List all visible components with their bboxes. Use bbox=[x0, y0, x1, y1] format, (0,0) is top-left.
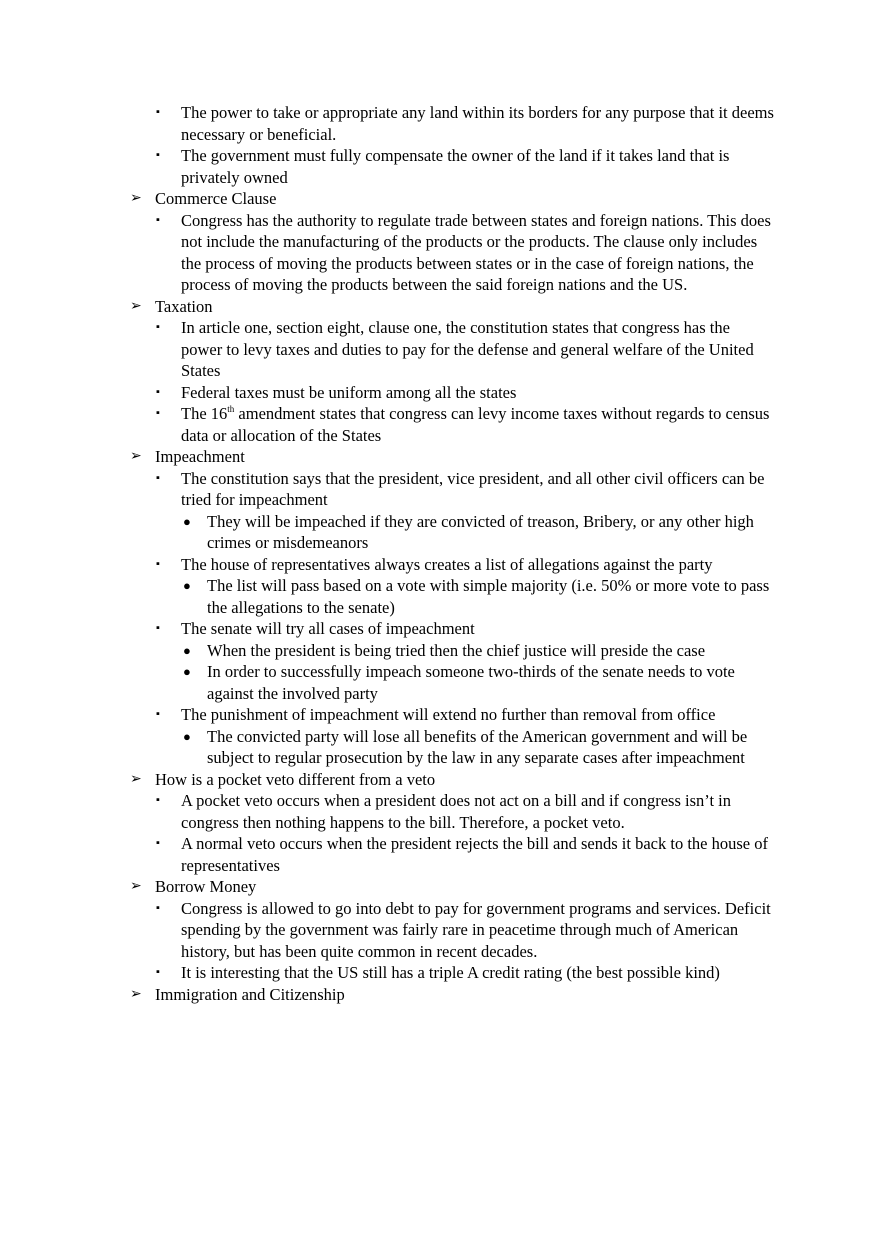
section-heading-veto bbox=[0, 769, 775, 791]
list-item-text: It is interesting that the US still has a triple A credit rating (the best possible kind) bbox=[181, 963, 720, 982]
section-heading-commerce bbox=[0, 188, 775, 210]
section-heading-text: How is a pocket veto different from a veto bbox=[155, 769, 436, 789]
list-item-text: Congress has the authority to regulate trade between states and foreign nations. This does not include the manufacturing of the products or the products. The clause only includes the process of moving the products between states or in the case of foreign nations, the process of moving the products between the said foreign nations and the US. bbox=[181, 210, 771, 294]
arrow-bullet-icon: ➢ bbox=[130, 191, 142, 206]
list-item bbox=[0, 403, 775, 446]
section-heading-borrow bbox=[0, 876, 775, 898]
sub-list-item-text: They will be impeached if they are convicted of treason, Bribery, or any other high crimes or misdemeanors bbox=[207, 511, 754, 552]
square-bullet-icon: ▪ bbox=[156, 106, 160, 118]
list-item bbox=[0, 210, 775, 296]
square-bullet-icon: ▪ bbox=[156, 794, 160, 806]
sub-list-item bbox=[0, 726, 775, 769]
list-item bbox=[0, 382, 775, 404]
dot-bullet-icon: ● bbox=[183, 664, 191, 679]
amendment-text: amendment states that congress can levy income taxes without regards to census data or allocation of the States bbox=[181, 404, 770, 445]
list-item-text: The power to take or appropriate any land within its borders for any purpose that it deems necessary or beneficial. bbox=[181, 103, 774, 144]
sub-list-item-text: The convicted party will lose all benefits of the American government and will be subject to regular prosecution by the law in any separate cases after impeachment bbox=[207, 726, 748, 767]
list-item-text: The government must fully compensate the owner of the land if it takes land that is privately owned bbox=[181, 146, 730, 187]
square-bullet-icon: ▪ bbox=[156, 321, 160, 333]
list-item-text: In article one, section eight, clause one, the constitution states that congress has the power to levy taxes and duties to pay for the defense and general welfare of the United States bbox=[181, 318, 754, 380]
list-item-text: A normal veto occurs when the president rejects the bill and sends it back to the house of representatives bbox=[181, 834, 768, 875]
section-heading-text: Commerce Clause bbox=[155, 189, 277, 208]
dot-bullet-icon: ● bbox=[183, 728, 191, 744]
dot-bullet-icon: ● bbox=[183, 642, 191, 658]
list-item-text: The punishment of impeachment will extend no further than removal from office bbox=[181, 705, 716, 724]
sub-list-item-text: In order to successfully impeach someone two-thirds of the senate needs to vote against the involved party bbox=[207, 662, 735, 703]
square-bullet-icon: ▪ bbox=[156, 385, 160, 398]
arrow-bullet-icon: ➢ bbox=[130, 879, 142, 894]
list-item bbox=[0, 704, 775, 726]
dot-bullet-icon: ● bbox=[183, 578, 191, 593]
list-item bbox=[0, 833, 775, 876]
list-item bbox=[0, 790, 775, 833]
document-page bbox=[0, 102, 880, 1005]
dot-bullet-icon: ● bbox=[183, 513, 191, 529]
list-item bbox=[0, 102, 775, 145]
sub-list-item-text: The list will pass based on a vote with simple majority (i.e. 50% or more vote to pass the allegations to the senate) bbox=[207, 576, 770, 617]
ordinal-suffix: th bbox=[227, 403, 235, 414]
list-item bbox=[0, 898, 775, 963]
square-bullet-icon: ▪ bbox=[156, 149, 160, 161]
list-item-text: A pocket veto occurs when a president does not act on a bill and if congress isn’t in congress then nothing happens to the bill. Therefore, a pocket veto. bbox=[181, 791, 732, 832]
square-bullet-icon: ▪ bbox=[156, 557, 160, 570]
arrow-bullet-icon: ➢ bbox=[130, 986, 142, 1002]
square-bullet-icon: ▪ bbox=[156, 966, 160, 978]
list-item-text bbox=[181, 404, 769, 445]
square-bullet-icon: ▪ bbox=[156, 471, 160, 484]
list-item-text: The constitution says that the president, vice president, and all other civil officers can be tried for impeachment bbox=[181, 468, 765, 509]
square-bullet-icon: ▪ bbox=[156, 213, 160, 226]
sub-list-item bbox=[0, 511, 775, 554]
list-item-text: Federal taxes must be uniform among all the states bbox=[181, 382, 517, 402]
list-item bbox=[0, 962, 775, 984]
sub-list-item bbox=[0, 640, 775, 662]
section-heading-impeachment bbox=[0, 446, 775, 468]
section-heading-taxation bbox=[0, 296, 775, 318]
section-heading-text: Taxation bbox=[155, 296, 213, 316]
list-item bbox=[0, 317, 775, 382]
list-item-text: Congress is allowed to go into debt to pay for government programs and services. Deficit spending by the government was fairly rare in peacetime through much of American history, but has been quite common in recent decades. bbox=[181, 898, 771, 961]
list-item bbox=[0, 554, 775, 576]
list-item bbox=[0, 468, 775, 511]
arrow-bullet-icon: ➢ bbox=[130, 298, 142, 314]
square-bullet-icon: ▪ bbox=[156, 622, 160, 634]
square-bullet-icon: ▪ bbox=[156, 407, 160, 419]
square-bullet-icon: ▪ bbox=[156, 901, 160, 914]
list-item-text: The senate will try all cases of impeachment bbox=[181, 619, 475, 638]
sub-list-item bbox=[0, 575, 775, 618]
amendment-number: The 16 bbox=[181, 404, 228, 423]
square-bullet-icon: ▪ bbox=[156, 837, 160, 849]
arrow-bullet-icon: ➢ bbox=[130, 771, 142, 787]
section-heading-text: Impeachment bbox=[155, 447, 245, 466]
section-heading-text: Borrow Money bbox=[155, 877, 257, 896]
list-item-text: The house of representatives always creates a list of allegations against the party bbox=[181, 554, 713, 574]
list-item bbox=[0, 145, 775, 188]
section-heading-immigration bbox=[0, 984, 775, 1006]
sub-list-item bbox=[0, 661, 775, 704]
square-bullet-icon: ▪ bbox=[156, 708, 160, 720]
section-heading-text: Immigration and Citizenship bbox=[155, 984, 345, 1004]
list-item bbox=[0, 618, 775, 640]
sub-list-item-text: When the president is being tried then the chief justice will preside the case bbox=[207, 640, 706, 660]
arrow-bullet-icon: ➢ bbox=[130, 449, 142, 464]
